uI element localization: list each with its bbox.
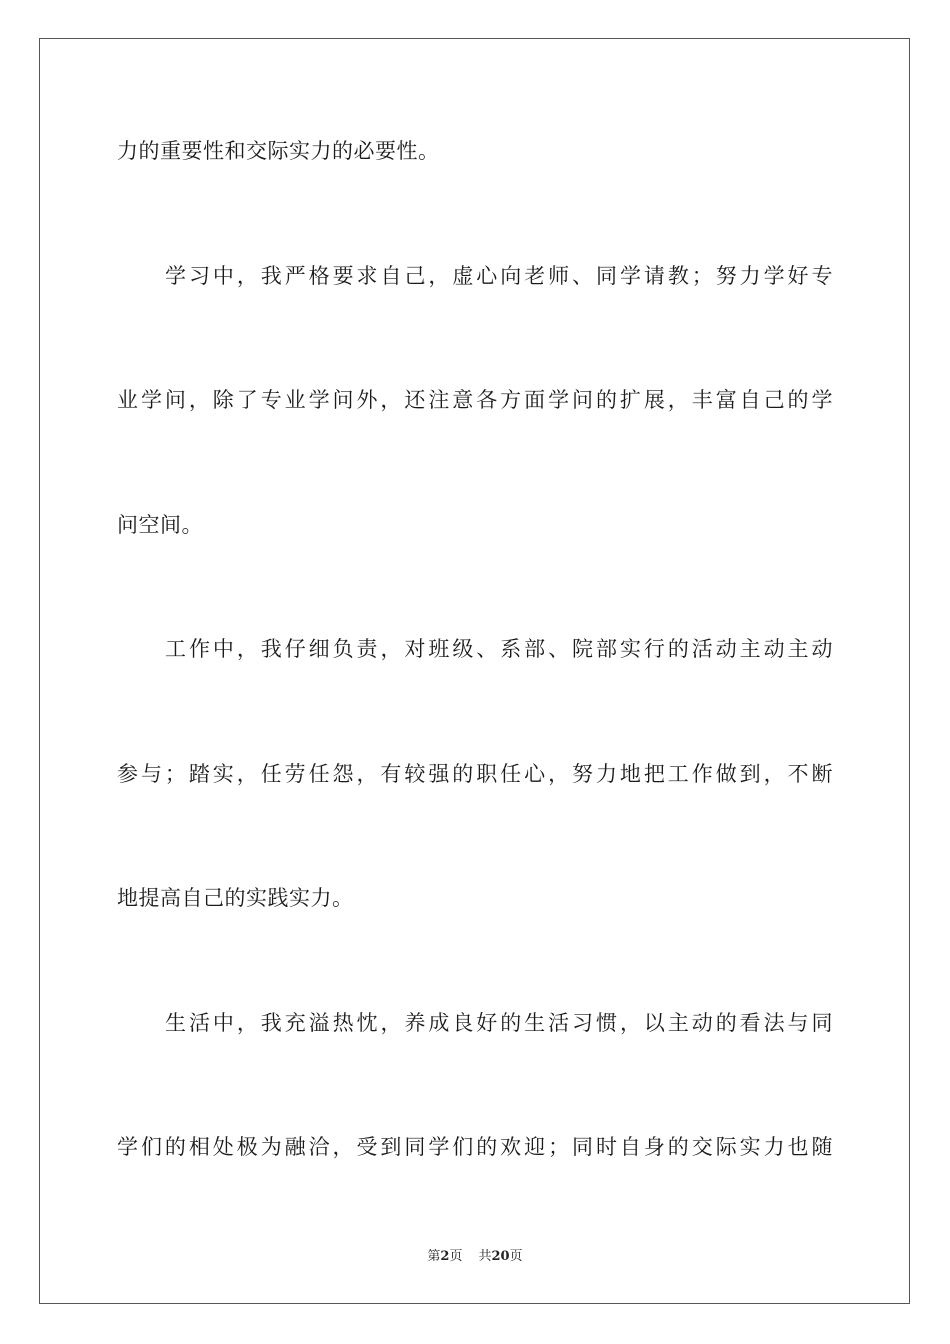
page-label-suffix: 页 <box>449 1249 463 1264</box>
page-footer <box>0 1248 950 1266</box>
text-line: 生活中，我充溢热忱，养成良好的生活习惯，以主动的看法与同 <box>165 1011 833 1035</box>
text-line: 学们的相处极为融洽，受到同学们的欢迎；同时自身的交际实力也随 <box>117 1135 833 1159</box>
text-line: 地提高自己的实践实力。 <box>117 886 354 910</box>
page-label-prefix: 第 <box>427 1249 441 1264</box>
total-label-prefix: 共 <box>478 1249 492 1264</box>
page-number: 2 <box>440 1249 450 1264</box>
text-line: 问空间。 <box>117 513 203 537</box>
total-label-suffix: 页 <box>509 1249 523 1264</box>
page-frame <box>39 38 910 1304</box>
text-line: 力的重要性和交际实力的必要性。 <box>117 139 440 163</box>
total-pages: 20 <box>491 1249 510 1264</box>
text-line: 参与；踏实，任劳任怨，有较强的职任心，努力地把工作做到，不断 <box>117 762 833 786</box>
text-line: 业学问，除了专业学问外，还注意各方面学问的扩展，丰富自己的学 <box>117 388 833 412</box>
text-line: 学习中，我严格要求自己，虚心向老师、同学请教；努力学好专 <box>165 264 833 288</box>
text-line: 工作中，我仔细负责，对班级、系部、院部实行的活动主动主动 <box>165 637 833 661</box>
